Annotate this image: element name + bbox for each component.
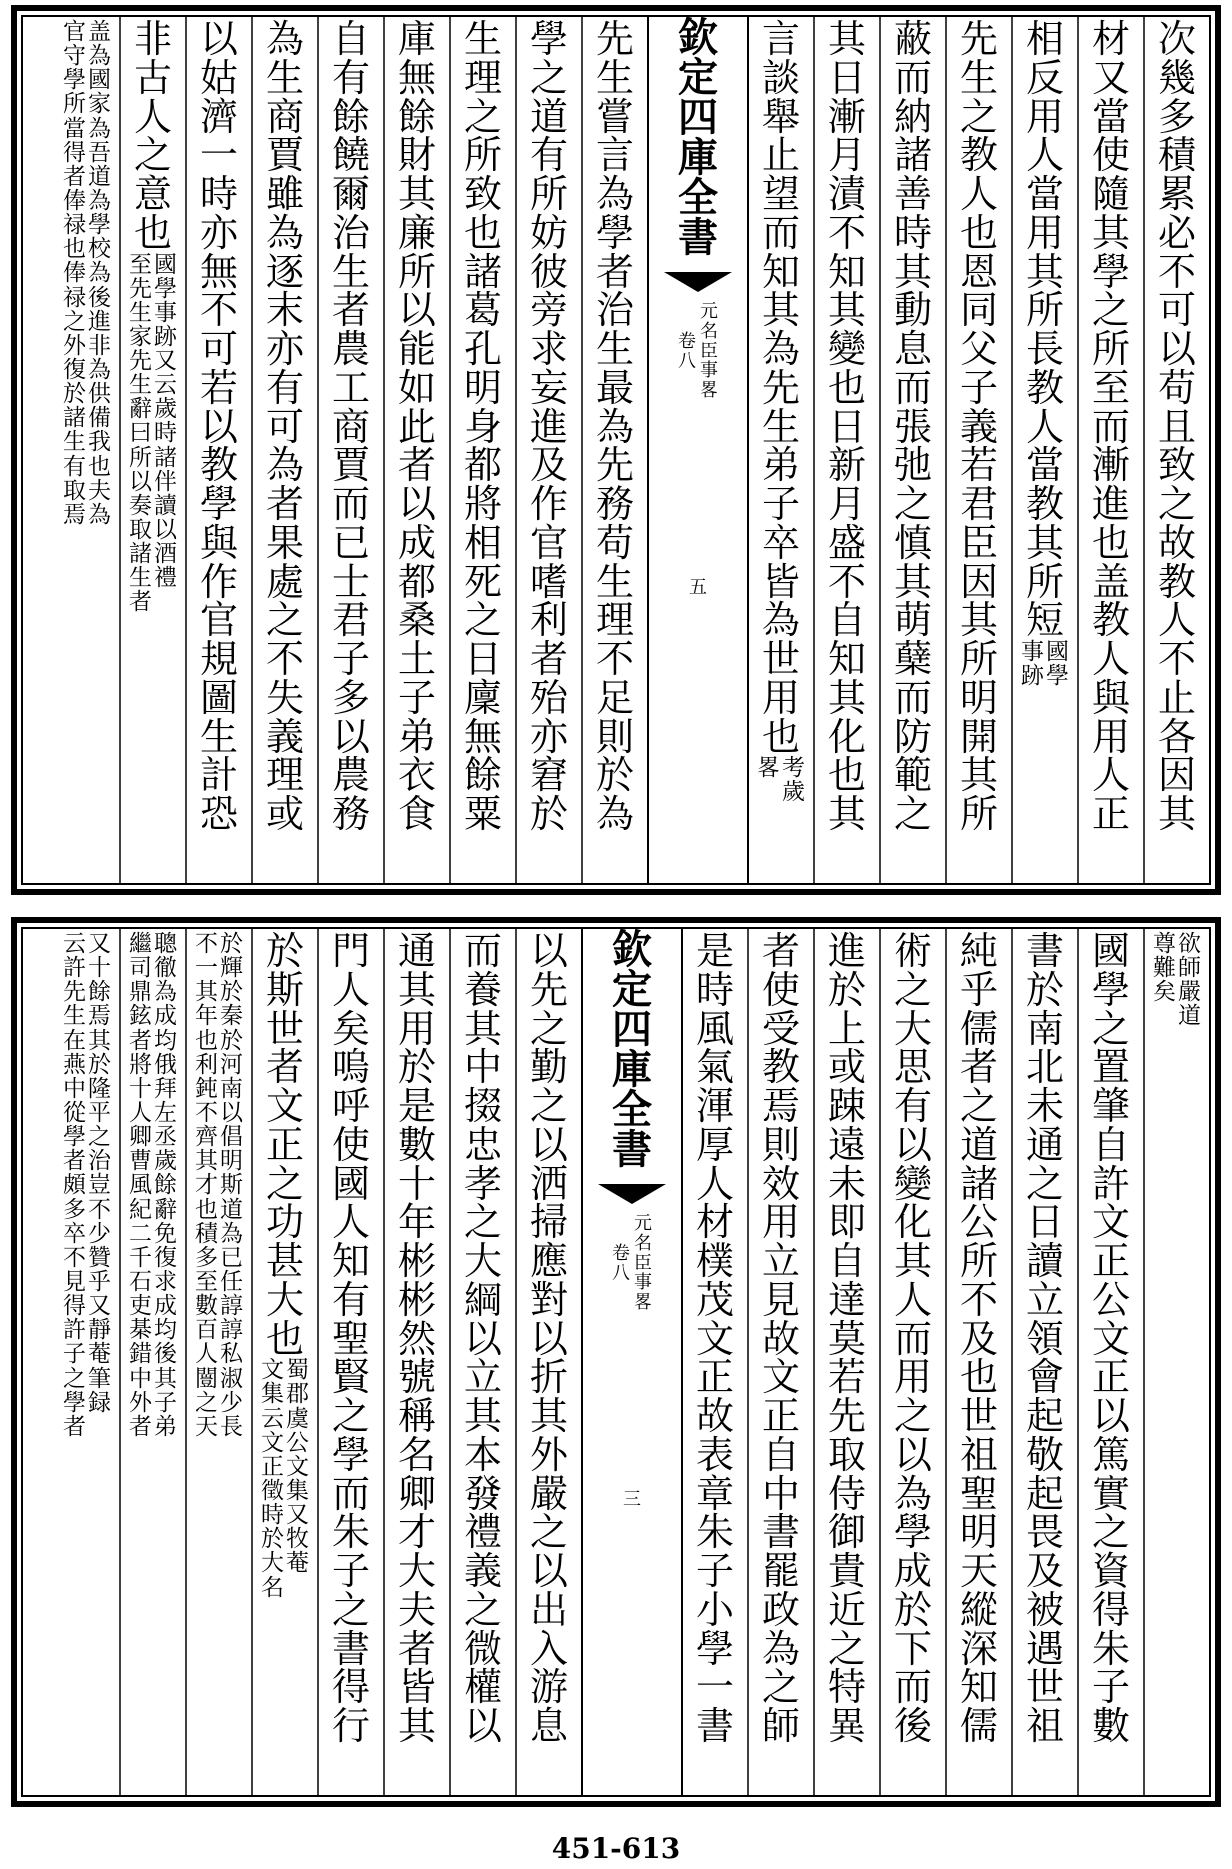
text-column bbox=[946, 17, 1012, 920]
annotation-text: 官 守 學 所 當 得 者 俸 禄 也 俸 禄 之 外 復 於 諸 生 有 取 焉 bbox=[63, 19, 86, 528]
annotation-text: 國 學 bbox=[1046, 639, 1069, 690]
fishtail-mark bbox=[598, 1184, 666, 1204]
annotation-text: 蜀 郡 虞 公 文 集 又 牧 菴 bbox=[286, 1357, 309, 1577]
text-column bbox=[384, 17, 450, 920]
annotation-text: 文 集 云 文 正 徵 時 於 大 名 bbox=[261, 1357, 284, 1601]
annotation-text: 尊 難 矣 bbox=[1153, 931, 1176, 1006]
text-column bbox=[54, 20, 120, 920]
main-text: 者 使 受 教 焉 則 效 用 立 見 故 文 正 自 中 書 罷 政 為 之 師 bbox=[761, 929, 800, 1748]
main-text: 相 反 用 人 當 用 其 所 長 教 人 當 教 其 所 短 bbox=[1025, 17, 1064, 643]
work-title: 元 名 臣 事 畧 bbox=[634, 1213, 652, 1314]
annotation-text: 考 歲 bbox=[782, 755, 805, 806]
text-column bbox=[582, 17, 648, 920]
main-text: 純 乎 儒 者 之 道 諸 公 所 不 及 也 世 祖 聖 明 天 縱 深 知 儒 bbox=[959, 929, 998, 1748]
main-text: 而 養 其 中 掇 忠 孝 之 大 綱 以 立 其 本 發 禮 義 之 微 權 以 bbox=[463, 929, 502, 1748]
main-text: 通 其 用 於 是 數 十 年 彬 彬 然 號 稱 名 卿 才 大 夫 者 皆 其 bbox=[397, 929, 436, 1748]
text-column bbox=[1078, 929, 1144, 1832]
main-text: 非 古 人 之 意 也 bbox=[133, 17, 172, 255]
text-column bbox=[516, 929, 582, 1832]
main-text: 先 生 之 教 人 也 恩 同 父 子 義 若 君 臣 因 其 所 明 開 其 所 bbox=[959, 17, 998, 836]
text-column bbox=[516, 17, 582, 920]
main-text: 生 理 之 所 致 也 諸 葛 孔 明 身 都 將 相 死 之 日 廩 無 餘 粟 bbox=[463, 17, 502, 836]
annotation-text: 事 跡 bbox=[1021, 639, 1044, 690]
text-column bbox=[120, 932, 186, 1832]
page-number: 451-613 bbox=[551, 1832, 681, 1865]
text-column bbox=[186, 17, 252, 920]
text-column bbox=[384, 929, 450, 1832]
main-text: 言 談 舉 止 望 而 知 其 為 先 生 弟 子 卒 皆 為 世 用 也 bbox=[761, 17, 800, 759]
annotation-text: 畧 bbox=[757, 755, 780, 782]
annotation-text: 不 一 其 年 也 利 鈍 不 齊 其 才 也 積 多 至 數 百 人 闓 之 天 bbox=[195, 931, 218, 1440]
main-text: 庫 無 餘 財 其 廉 所 以 能 如 此 者 以 成 都 桑 土 子 弟 衣 食 bbox=[397, 17, 436, 836]
text-column bbox=[1078, 17, 1144, 920]
text-column bbox=[748, 17, 814, 920]
annotation-text: 盖 為 國 家 為 吾 道 為 學 校 為 後 進 非 為 供 備 我 也 夫 為 bbox=[88, 19, 111, 528]
top-panel bbox=[0, 0, 1232, 900]
annotation-text: 又 十 餘 焉 其 於 隆 平 之 治 豈 不 少 贊 乎 又 靜 菴 筆 録 bbox=[88, 931, 111, 1416]
main-text: 學 之 道 有 所 妨 彼 旁 求 妄 進 及 作 官 嗜 利 者 殆 亦 窘 於 bbox=[529, 17, 568, 836]
annotation-text: 國 學 事 跡 又 云 歲 時 諸 伴 讀 以 酒 禮 bbox=[154, 251, 177, 592]
text-column bbox=[1144, 932, 1210, 1832]
annotation-text: 至 先 生 家 先 生 辭 曰 所 以 奏 取 諸 生 者 bbox=[129, 251, 152, 616]
text-column bbox=[318, 17, 384, 920]
text-column bbox=[252, 929, 318, 1832]
main-text: 次 幾 多 積 累 必 不 可 以 苟 且 致 之 故 教 人 不 止 各 因 其 bbox=[1157, 17, 1196, 836]
book-title: 欽 定 四 庫 全 書 bbox=[612, 926, 652, 1173]
leaf-number: 三 bbox=[623, 1489, 641, 1510]
book-title: 欽 定 四 庫 全 書 bbox=[678, 14, 718, 261]
bottom-panel bbox=[0, 912, 1232, 1812]
leaf-number: 五 bbox=[689, 577, 707, 598]
text-column bbox=[1012, 929, 1078, 1832]
main-text: 國 學 之 置 肇 自 許 文 正 公 文 正 以 篤 實 之 資 得 朱 子 數 bbox=[1091, 929, 1130, 1748]
main-text: 以 姑 濟 一 時 亦 無 不 可 若 以 教 學 與 作 官 規 圖 生 計 恐 bbox=[199, 17, 238, 836]
text-column bbox=[682, 929, 748, 1832]
text-column bbox=[814, 17, 880, 920]
annotation-text: 云 許 先 生 在 燕 中 從 學 者 頗 多 卒 不 見 得 許 子 之 學 者 bbox=[63, 931, 86, 1440]
text-column bbox=[186, 932, 252, 1832]
text-column bbox=[814, 929, 880, 1832]
text-column bbox=[748, 929, 814, 1832]
text-column bbox=[450, 929, 516, 1832]
book-header bbox=[648, 14, 748, 918]
annotation-text: 於 輝 於 秦 於 河 南 以 倡 明 斯 道 為 已 任 諄 諄 私 淑 少 長 bbox=[220, 931, 243, 1440]
main-text: 自 有 餘 饒 爾 治 生 者 農 工 商 賈 而 已 士 君 子 多 以 農 務 bbox=[331, 17, 370, 836]
work-title: 元 名 臣 事 畧 bbox=[700, 301, 718, 402]
text-column bbox=[120, 17, 186, 920]
main-text: 於 斯 世 者 文 正 之 功 甚 大 也 bbox=[265, 929, 304, 1361]
main-text: 蔽 而 納 諸 善 時 其 動 息 而 張 弛 之 慎 其 萌 蘖 而 防 範 之 bbox=[893, 17, 932, 836]
main-text: 進 於 上 或 踈 遠 未 即 自 達 莫 若 先 取 侍 御 貴 近 之 特 異 bbox=[827, 929, 866, 1748]
text-column bbox=[252, 17, 318, 920]
main-text: 其 日 漸 月 漬 不 知 其 變 也 日 新 月 盛 不 自 知 其 化 也 其 bbox=[827, 17, 866, 836]
main-text: 為 生 商 賈 雖 為 逐 末 亦 有 可 為 者 果 處 之 不 失 義 理 或 bbox=[265, 17, 304, 836]
text-column bbox=[450, 17, 516, 920]
book-header bbox=[582, 926, 682, 1830]
text-column bbox=[880, 929, 946, 1832]
annotation-text: 聰 徹 為 成 均 俄 拜 左 丞 歲 餘 辭 免 復 求 成 均 後 其 子 弟 bbox=[154, 931, 177, 1440]
text-column bbox=[54, 932, 120, 1832]
annotation-text: 繼 司 鼎 鉉 者 將 十 人 卿 曹 風 紀 二 千 石 吏 棊 錯 中 外 者 bbox=[129, 931, 152, 1440]
main-text: 術 之 大 思 有 以 變 化 其 人 而 用 之 以 為 學 成 於 下 而 後 bbox=[893, 929, 932, 1748]
volume-label: 卷 八 bbox=[678, 331, 696, 372]
text-column bbox=[1012, 17, 1078, 920]
annotation-text: 欲 師 嚴 道 bbox=[1178, 931, 1201, 1030]
main-text: 以 先 之 勤 之 以 洒 掃 應 對 以 折 其 外 嚴 之 以 出 入 游 息 bbox=[529, 929, 568, 1748]
text-column bbox=[946, 929, 1012, 1832]
text-column bbox=[1144, 17, 1210, 920]
volume-label: 卷 八 bbox=[612, 1243, 630, 1284]
main-text: 書 於 南 北 未 通 之 日 讀 立 領 會 起 敬 起 畏 及 被 遇 世 祖 bbox=[1025, 929, 1064, 1748]
fishtail-mark bbox=[664, 272, 732, 292]
main-text: 門 人 矣 嗚 呼 使 國 人 知 有 聖 賢 之 學 而 朱 子 之 書 得 行 bbox=[331, 929, 370, 1748]
text-column bbox=[318, 929, 384, 1832]
text-column bbox=[880, 17, 946, 920]
main-text: 是 時 風 氣 渾 厚 人 材 樸 茂 文 正 故 表 章 朱 子 小 學 一 書 bbox=[695, 929, 734, 1748]
main-text: 先 生 嘗 言 為 學 者 治 生 最 為 先 務 苟 生 理 不 足 則 於 為 bbox=[595, 17, 634, 836]
main-text: 材 又 當 使 隨 其 學 之 所 至 而 漸 進 也 盖 教 人 與 用 人 正 bbox=[1091, 17, 1130, 836]
